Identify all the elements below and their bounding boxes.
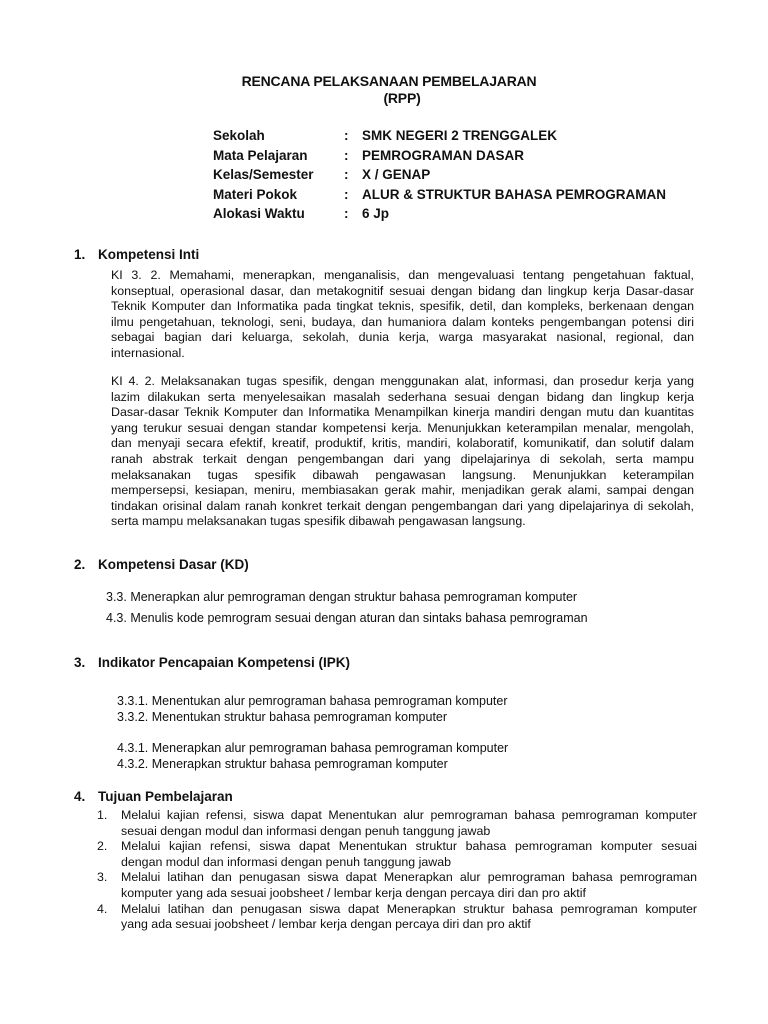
paragraph-line: mempersepsi, kesiapan, meniru, membiasakan gerak mahir, menjadikan gerak alami, sampai dengan xyxy=(111,483,694,498)
identity-label: Materi Pokok xyxy=(213,186,298,202)
list-item-line: yang ada sesuai joobsheet / lembar kerja dengan percaya diri dan pro aktif xyxy=(121,917,531,932)
identity-label: Alokasi Waktu xyxy=(213,206,305,221)
identity-colon: : xyxy=(344,167,349,182)
section-heading-kompetensi-dasar xyxy=(74,557,249,572)
section-number: 4. xyxy=(74,789,86,804)
section-title: Kompetensi Dasar (KD) xyxy=(98,557,249,572)
list-item-line: Melalui kajian refensi, siswa dapat Menentukan alur pemrograman bahasa pemrograman komputer xyxy=(121,808,697,822)
paragraph-line: KI 3. 2. Memahami, menerapkan, menganalisis, dan mengevaluasi tentang pengetahuan faktual, xyxy=(111,268,694,282)
ipk-item: 3.3.1. Menentukan alur pemrograman bahasa pemrograman komputer xyxy=(117,694,508,708)
list-item xyxy=(97,839,697,870)
ipk-item: 4.3.1. Menerapkan alur pemrograman bahasa pemrograman komputer xyxy=(117,741,509,755)
identity-value: X / GENAP xyxy=(362,167,431,182)
paragraph-line: ilmu pengetahuan, teknologi, seni, budaya, dan humaniora dalam konteks pengembangan potensi diri xyxy=(111,314,694,329)
paragraph-line: Teknik Komputer dan Informatika pada tingkat teknis, spesifik, detil, dan kompleks, berkenaan dengan xyxy=(111,299,694,314)
paragraph-line: serta mampu melaksanakan tugas spesifik dibawah pengawasan langsung. xyxy=(111,514,526,529)
identity-row-sekolah xyxy=(213,128,666,148)
tujuan-list xyxy=(97,808,697,933)
list-item-number: 2. xyxy=(97,839,108,854)
list-item-line: Melalui latihan dan penugasan siswa dapat Menerapkan struktur bahasa pemrograman komputer xyxy=(121,901,697,916)
paragraph-line: KI 4. 2. Melaksanakan tugas spesifik, dengan menggunakan alat, informasi, dan prosedur kerja yang xyxy=(111,374,694,388)
identity-value: SMK NEGERI 2 TRENGGALEK xyxy=(362,128,558,143)
list-item-line: sesuai dengan modul dan informasi dengan penuh tanggung jawab xyxy=(121,823,491,838)
section-number: 3. xyxy=(74,655,86,670)
list-item xyxy=(97,808,697,839)
identity-colon: : xyxy=(344,206,349,221)
section-heading-kompetensi-inti xyxy=(74,247,199,262)
paragraph-line: konseptual, operasional dasar, dan metakognitif sesuai dengan bidang dan lingkup kerja Dasar-dasar xyxy=(111,283,694,298)
identity-row-kelas-semester xyxy=(213,167,666,187)
list-item-number: 3. xyxy=(97,870,108,885)
list-item-number: 1. xyxy=(97,808,108,822)
ipk-item: 3.3.2. Menentukan struktur bahasa pemrograman komputer xyxy=(117,710,448,724)
section-heading-tujuan xyxy=(74,789,233,804)
section-heading-ipk xyxy=(74,655,350,670)
document-subtitle: (RPP) xyxy=(383,90,421,106)
ki3-paragraph xyxy=(111,268,694,362)
identity-row-materi-pokok xyxy=(213,187,666,207)
section-number: 1. xyxy=(74,247,86,262)
ki4-paragraph xyxy=(111,374,694,530)
paragraph-line: yang terukur sesuai dengan standar kompetensi kerja. Menunjukkan keterampilan menalar, mengolah, xyxy=(111,420,694,435)
section-title: Indikator Pencapaian Kompetensi (IPK) xyxy=(98,655,351,670)
paragraph-line: internasional. xyxy=(111,345,185,360)
list-item-line: komputer yang ada sesuai joobsheet / lembar kerja dengan percaya diri dan pro aktif xyxy=(121,885,586,900)
paragraph-line: dan menyaji secara efektif, kreatif, produktif, kritis, mandiri, kolaboratif, komunikatif, dan solutif dalam xyxy=(111,436,694,451)
list-item-line: dengan modul dan informasi dengan penuh tanggung jawab xyxy=(121,854,451,869)
identity-table xyxy=(213,128,666,226)
ipk-item: 4.3.2. Menerapkan struktur bahasa pemrograman komputer xyxy=(117,757,448,771)
paragraph-line: lazim dilakukan serta menyelesaikan masalah sederhana sesuai dengan bidang dan lingkup kerja xyxy=(111,389,694,404)
identity-label: Kelas/Semester xyxy=(213,167,314,182)
identity-value: ALUR & STRUKTUR BAHASA PEMROGRAMAN xyxy=(362,186,666,202)
kd-item: 3.3. Menerapkan alur pemrograman dengan struktur bahasa pemrograman komputer xyxy=(106,590,578,604)
list-item-line: Melalui kajian refensi, siswa dapat Menentukan struktur bahasa pemrograman komputer sesuai xyxy=(121,839,697,854)
paragraph-line: tindakan orisinal dalam ranah konkret terkait dengan pengembangan dari yang dipelajarinya di sekolah, xyxy=(111,498,694,513)
section-title: Kompetensi Inti xyxy=(98,247,200,262)
section-title: Tujuan Pembelajaran xyxy=(98,789,233,804)
list-item-number: 4. xyxy=(97,901,108,916)
identity-label: Sekolah xyxy=(213,128,265,143)
paragraph-line: sebagai bagian dari keluarga, sekolah, dunia kerja, warga masyarakat nasional, regional, dan xyxy=(111,330,694,345)
list-item-line: Melalui latihan dan penugasan siswa dapat Menerapkan alur pemrograman bahasa pemrograman xyxy=(121,870,697,885)
identity-colon: : xyxy=(344,186,349,202)
identity-colon: : xyxy=(344,147,349,163)
identity-value: 6 Jp xyxy=(362,206,390,221)
list-item xyxy=(97,870,697,901)
paragraph-line: Dasar-dasar Teknik Komputer dan Informatika Menampilkan kinerja mandiri dengan mutu dan kuantitas xyxy=(111,405,694,420)
identity-colon: : xyxy=(344,128,349,143)
identity-row-alokasi-waktu xyxy=(213,206,666,226)
section-number: 2. xyxy=(74,557,86,572)
kd-item: 4.3. Menulis kode pemrogram sesuai dengan aturan dan sintaks bahasa pemrograman xyxy=(106,611,588,625)
identity-label: Mata Pelajaran xyxy=(213,147,308,163)
paragraph-line: melaksanakan tugas spesifik dibawah pengawasan langsung. Menunjukkan keterampilan xyxy=(111,467,694,482)
list-item xyxy=(97,902,697,933)
paragraph-line: ranah abstrak terkait dengan pengembangan dari yang dipelajarinya di sekolah, serta mampu xyxy=(111,451,694,466)
identity-value: PEMROGRAMAN DASAR xyxy=(362,147,524,163)
identity-row-mata-pelajaran xyxy=(213,148,666,168)
document-title: RENCANA PELAKSANAAN PEMBELAJARAN xyxy=(241,73,537,89)
